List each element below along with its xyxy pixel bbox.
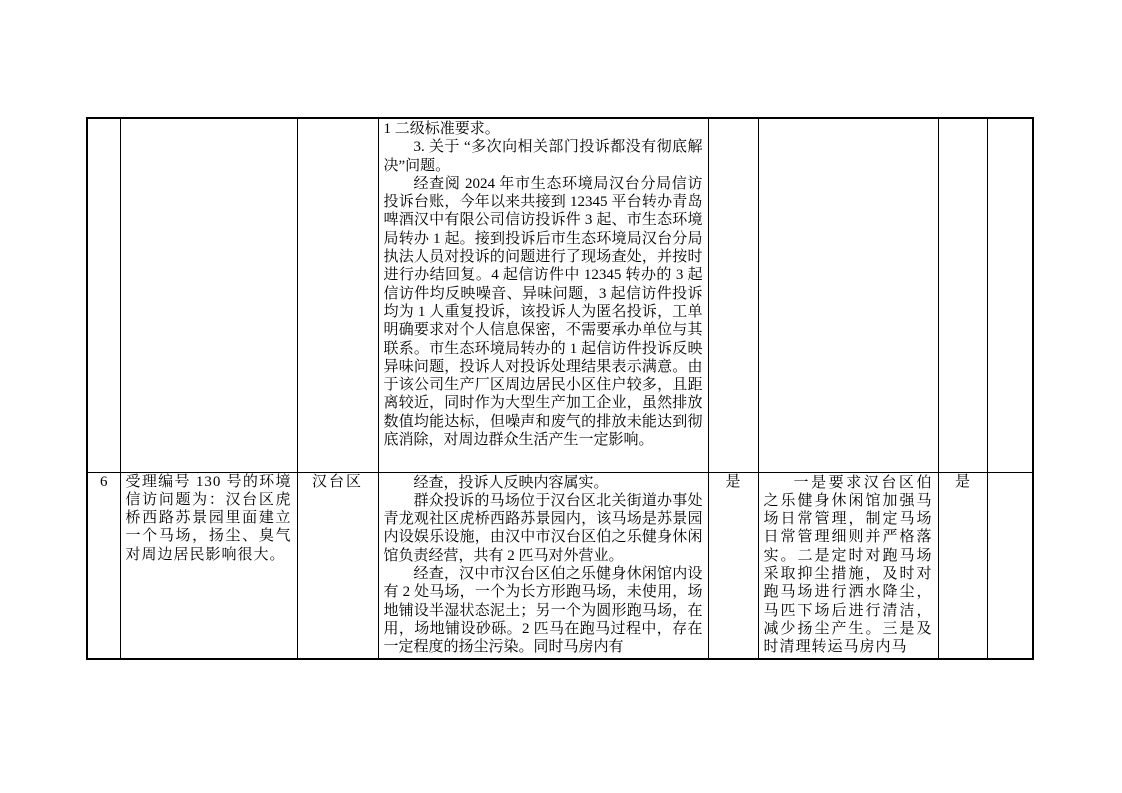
investigation-paragraph: 3. 关于 “多次向相关部门投诉都没有彻底解决”问题。: [383, 139, 703, 174]
verified-flag: 是: [725, 473, 741, 490]
cell-region: [297, 472, 378, 659]
complaints-table: [86, 117, 1034, 660]
investigation-paragraph: 经查，汉中市汉台区伯之乐健身休闲馆内设有 2 处马场，一个为长方形跑马场，未使用，场地铺设半湿状态泥土；另一个为圆形跑马场，在用，场地铺设砂砾。2 匹马在跑马过程中，存在一定程度的扬尘污染。同时马房内有: [383, 565, 703, 656]
cell-region-empty: [297, 118, 378, 472]
investigation-paragraph: 经查，投诉人反映内容属实。: [413, 474, 609, 491]
cell-investigation-continuation: [378, 118, 708, 472]
investigation-paragraph: 1 二级标准要求。: [383, 121, 500, 137]
investigation-paragraph: 经查阅 2024 年市生态环境局汉台分局信访投诉台账，今年以来共接到 12345 平台转办青岛啤酒汉中有限公司信访投诉件 3 起、市生态环境局转办 1 起。接到投诉后市生态环境局汉台分局执法人员对投诉的问题进行了现场查处，并按时进行办结回复。4 起信访件中 12345 转办的 3 起信访件均反映噪音、异味问题，3 起信访件投诉均为 1 人重复投诉，该投诉人为匿名投诉，工单明确要求对个人信息保密，不需要承办单位与其联系。市生态环境局转办的 1 起信访件投诉反映异味问题，投诉人对投诉处理结果表示满意。由于该公司生产厂区周边居民小区住户较多，且距离较近，同时作为大型生产加工企业，虽然排放数值均能达标，但噪声和废气的排放未能达到彻底消除，对周边群众生活产生一定影响。: [383, 175, 703, 449]
cell-investigation-result: [378, 472, 708, 659]
cell-serial-empty: [87, 118, 120, 472]
resolved-flag: 是: [954, 473, 970, 490]
cell-rectification-measures: [758, 472, 938, 659]
cell-complaint-text: [120, 472, 297, 659]
cell-remarks: [987, 472, 1033, 659]
cell-verified-flag: [708, 472, 758, 659]
measures-paragraph: 一是要求汉台区伯之乐健身休闲馆加强马场日常管理，制定马场日常管理细则并严格落实。二是定时对跑马场采取抑尘措施，及时对跑马场进行洒水降尘，马匹下场后进行清洁，减少扬尘产生。三是及时清理转运马房内马: [763, 474, 933, 656]
region-label: 汉台区: [311, 473, 363, 490]
serial-number: 6: [100, 473, 108, 490]
cell-resolved-flag: [938, 472, 987, 659]
cell-verified-empty: [708, 118, 758, 472]
table-row-6: [87, 472, 1033, 659]
cell-complaint-empty: [120, 118, 297, 472]
cell-remarks-empty: [987, 118, 1033, 472]
cell-measures-empty: [758, 118, 938, 472]
investigation-paragraph: 群众投诉的马场位于汉台区北关街道办事处青龙观社区虎桥西路苏景园内，该马场是苏景园内设娱乐设施，由汉中市汉台区伯之乐健身休闲馆负责经营，共有 2 匹马对外营业。: [383, 492, 703, 564]
cell-serial-number: [87, 472, 120, 659]
cell-resolved-empty: [938, 118, 987, 472]
table-row-continuation: [87, 118, 1033, 472]
complaint-paragraph: 受理编号 130 号的环境信访问题为：汉台区虎桥西路苏景园里面建立一个马场，扬尘、臭气对周边居民影响很大。: [125, 473, 292, 563]
